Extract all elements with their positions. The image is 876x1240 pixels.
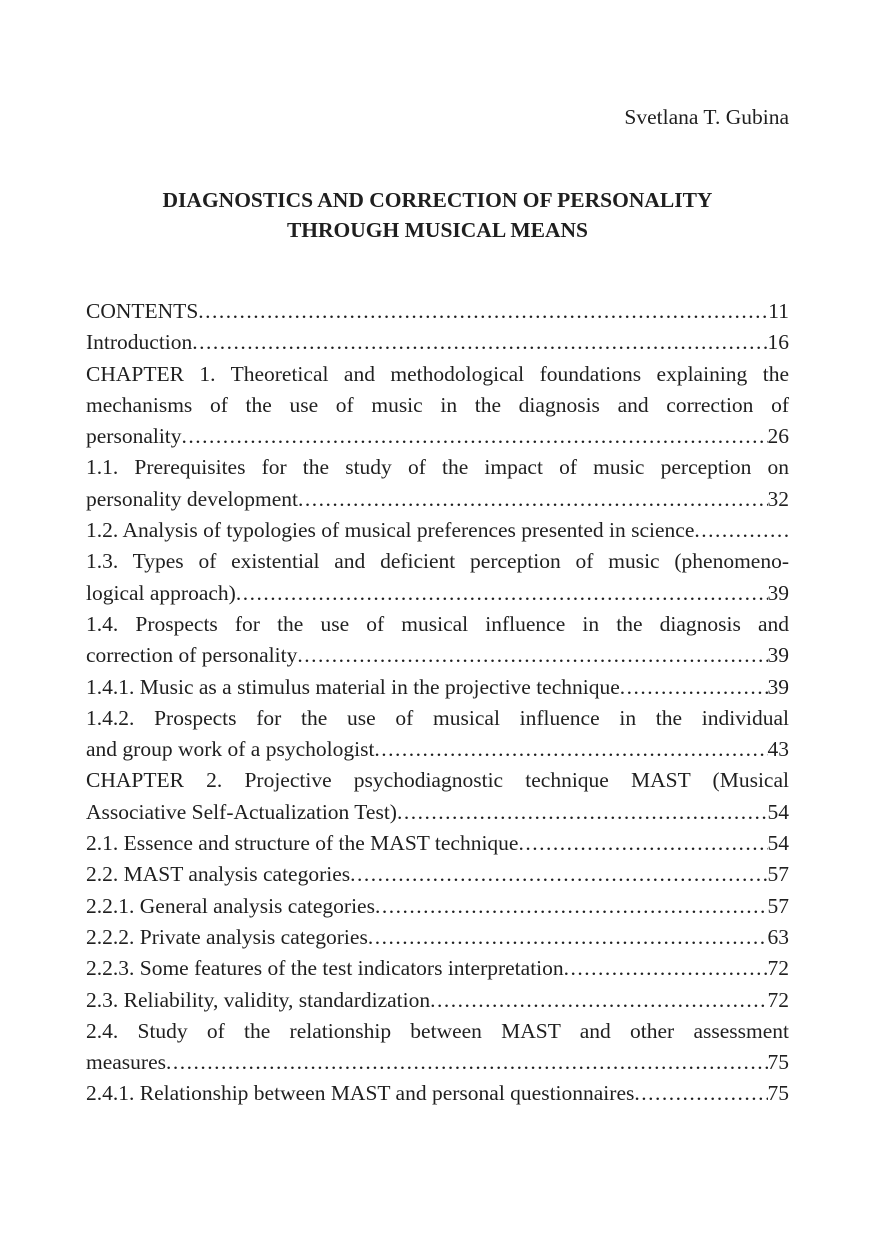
- page-number: 43: [767, 737, 789, 762]
- toc-entry: [86, 359, 789, 453]
- toc-entry: [86, 327, 789, 358]
- title-line-2: THROUGH MUSICAL MEANS: [286, 218, 589, 242]
- page-number: 63: [767, 924, 789, 949]
- page-number: 39: [767, 674, 789, 699]
- toc-entry: [86, 1016, 789, 1079]
- toc-entry: [86, 985, 789, 1016]
- toc-entry: [86, 859, 789, 890]
- leader-dots: [182, 421, 768, 452]
- toc-entry-last-line: [86, 327, 789, 358]
- page-number: 72: [767, 987, 789, 1012]
- toc-entry-title: 2.1. Essence and structure of the MAST technique: [86, 831, 519, 856]
- toc-entry-last-line: [86, 672, 789, 703]
- toc-entry-last-line: [86, 1047, 789, 1078]
- leader-dots: [192, 327, 767, 358]
- toc-entry-last-line: [86, 515, 789, 546]
- toc-entry-last-line: [86, 484, 789, 515]
- toc-entry-title: logical approach): [86, 580, 236, 605]
- page-number: 11: [768, 299, 789, 323]
- leader-dots: [694, 515, 789, 546]
- toc-entry-last-line: [86, 421, 789, 452]
- book-title: [86, 185, 789, 245]
- toc-entry: [86, 765, 789, 828]
- toc-entry-last-line: [86, 922, 789, 953]
- leader-dots: [375, 891, 768, 922]
- toc-entry-title: 2.4.1. Relationship between MAST and personal questionnaires: [86, 1081, 635, 1106]
- toc-entry-last-line: [86, 953, 789, 984]
- leader-dots: [397, 797, 768, 828]
- toc-entry-text: 1.3. Types of existential and deficient perception of music (phenomeno-: [86, 549, 789, 574]
- toc-entry-last-line: [86, 859, 789, 890]
- toc-entry-last-line: [86, 578, 789, 609]
- page-number: 32: [767, 486, 789, 511]
- page-number: 39: [767, 643, 789, 668]
- toc-entry-last-line: [86, 296, 789, 327]
- toc-entry: [86, 703, 789, 766]
- toc-entry: [86, 922, 789, 953]
- toc-entry-title: personality: [86, 424, 182, 449]
- toc-entry-title: 2.2.2. Private analysis categories: [86, 924, 368, 949]
- page-number: 75: [767, 1050, 789, 1075]
- toc-entry-title: 2.3. Reliability, validity, standardization: [86, 987, 431, 1012]
- toc-entry: [86, 452, 789, 515]
- toc-entry-last-line: [86, 985, 789, 1016]
- toc-entry-text: 1.1. Prerequisites for the study of the impact of music perception on: [86, 455, 789, 480]
- title-line-1: DIAGNOSTICS AND CORRECTION OF PERSONALITY: [162, 188, 713, 212]
- leader-dots: [374, 734, 767, 765]
- toc-entry-title: and group work of a psychologist: [86, 737, 375, 762]
- leader-dots: [564, 953, 768, 984]
- toc-entry: [86, 672, 789, 703]
- toc-entry-text: 1.4.2. Prospects for the use of musical influence in the individual: [86, 705, 789, 730]
- leader-dots: [198, 296, 768, 327]
- toc-entry-last-line: [86, 640, 789, 671]
- page-number: 57: [767, 893, 789, 918]
- leader-dots: [297, 640, 767, 671]
- page-number: 39: [767, 580, 789, 605]
- leader-dots: [350, 859, 767, 890]
- toc-entry: [86, 515, 789, 546]
- toc-entry-text: 2.4. Study of the relationship between MAST and other assessment: [86, 1018, 789, 1043]
- toc-entry-title: Introduction: [86, 330, 193, 355]
- page-number: 16: [767, 330, 789, 355]
- author-name: Svetlana T. Gubina: [624, 105, 789, 129]
- page-number: 57: [767, 862, 789, 887]
- leader-dots: [236, 578, 768, 609]
- leader-dots: [620, 672, 768, 703]
- page-number: 72: [767, 956, 789, 981]
- leader-dots: [430, 985, 767, 1016]
- toc-entry-text: CHAPTER 2. Projective psychodiagnostic technique MAST (Musical: [86, 768, 789, 793]
- toc-entry-title: personality development: [86, 486, 298, 511]
- toc-entry-title: 1.4.1. Music as a stimulus material in the projective technique: [86, 674, 620, 699]
- toc-entry-last-line: [86, 828, 789, 859]
- toc-entry-title: correction of personality: [86, 643, 298, 668]
- toc-entry-last-line: [86, 891, 789, 922]
- toc-entry: [86, 828, 789, 859]
- toc-entry: [86, 891, 789, 922]
- leader-dots: [166, 1047, 768, 1078]
- toc-entry-last-line: [86, 797, 789, 828]
- toc-entry-last-line: [86, 1078, 789, 1109]
- toc-entry: [86, 953, 789, 984]
- toc-entry-title: measures: [86, 1050, 166, 1075]
- leader-dots: [518, 828, 767, 859]
- toc-entry-text: CHAPTER 1. Theoretical and methodological foundations explaining the mechanisms of the use of music in the diagnosis and correction of: [86, 361, 789, 417]
- toc-entry-text: 1.4. Prospects for the use of musical influence in the diagnosis and: [86, 611, 789, 636]
- toc-entry: [86, 609, 789, 672]
- page-number: 54: [767, 799, 789, 824]
- toc-entry-title: Associative Self-Actualization Test): [86, 799, 397, 824]
- toc-entry-title: CONTENTS: [86, 299, 199, 323]
- toc-entry-last-line: [86, 734, 789, 765]
- page-number: 54: [767, 831, 789, 856]
- leader-dots: [298, 484, 768, 515]
- leader-dots: [634, 1078, 767, 1109]
- page-number: 26: [767, 424, 789, 449]
- toc-entry: [86, 1078, 789, 1109]
- table-of-contents: [86, 296, 789, 1110]
- leader-dots: [368, 922, 768, 953]
- toc-entry: [86, 296, 789, 327]
- toc-entry-title: 2.2. MAST analysis categories: [86, 862, 351, 887]
- toc-entry: [86, 546, 789, 609]
- toc-entry-title: 1.2. Analysis of typologies of musical preferences presented in science: [86, 518, 695, 543]
- toc-entry-title: 2.2.3. Some features of the test indicators interpretation: [86, 956, 564, 981]
- toc-entry-title: 2.2.1. General analysis categories: [86, 893, 375, 918]
- page-number: 75: [767, 1081, 789, 1106]
